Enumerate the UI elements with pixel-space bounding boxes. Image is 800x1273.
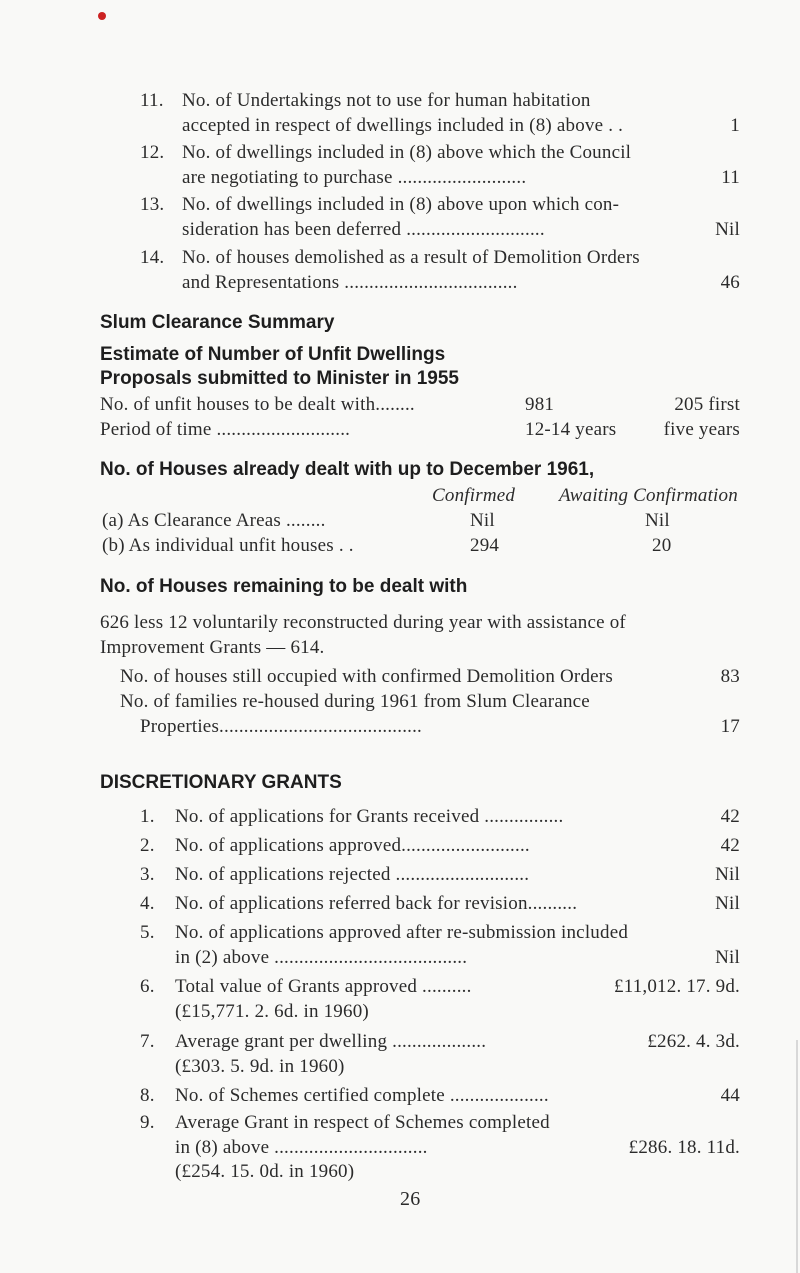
item-12-number: 12. — [140, 142, 165, 163]
item-13-number: 13. — [140, 194, 165, 215]
remaining-paragraph-line2: Improvement Grants — 614. — [100, 637, 325, 658]
item-11-line1: No. of Undertakings not to use for human habitation — [182, 90, 591, 111]
grant-item-6-value: £11,012. 17. 9d. — [614, 976, 740, 997]
red-dot-mark — [98, 12, 106, 20]
grant-item-3-value: Nil — [715, 864, 740, 885]
grant-item-7-line1: Average grant per dwelling ................... — [175, 1031, 487, 1052]
already-dealt-heading: No. of Houses already dealt with up to December 1961, — [100, 459, 595, 480]
rehoused-line1: No. of families re-housed during 1961 from Slum Clearance — [120, 691, 590, 712]
clearance-areas-awaiting: Nil — [645, 510, 670, 531]
grant-item-5-value: Nil — [715, 947, 740, 968]
period-label: Period of time ........................... — [100, 419, 351, 440]
unfit-houses-value: 981 — [525, 394, 555, 415]
grant-item-1-text: No. of applications for Grants received ................ — [175, 806, 564, 827]
grant-item-4-number: 4. — [140, 893, 155, 914]
item-11-value: 1 — [730, 115, 740, 136]
grant-item-9-line1: Average Grant in respect of Schemes completed — [175, 1112, 550, 1133]
grant-item-5-number: 5. — [140, 922, 155, 943]
grant-item-7-line2: (£303. 5. 9d. in 1960) — [175, 1056, 345, 1077]
grant-item-6-line2: (£15,771. 2. 6d. in 1960) — [175, 1001, 369, 1022]
grant-item-4-text: No. of applications referred back for revision.......... — [175, 893, 578, 914]
grant-item-9-value: £286. 18. 11d. — [628, 1137, 740, 1158]
grant-item-5-line2: in (2) above ....................................... — [175, 947, 468, 968]
still-occupied-label: No. of houses still occupied with confirmed Demolition Orders — [120, 666, 613, 687]
grant-item-4-value: Nil — [715, 893, 740, 914]
individual-houses-confirmed: 294 — [470, 535, 500, 556]
item-14-line1: No. of houses demolished as a result of Demolition Orders — [182, 247, 640, 268]
grant-item-6-line1: Total value of Grants approved .......... — [175, 976, 472, 997]
grant-item-1-value: 42 — [720, 806, 740, 827]
item-12-value: 11 — [721, 167, 740, 188]
unfit-houses-label: No. of unfit houses to be dealt with........ — [100, 394, 415, 415]
discretionary-grants-title: DISCRETIONARY GRANTS — [100, 772, 342, 793]
grant-item-9-line3: (£254. 15. 0d. in 1960) — [175, 1161, 355, 1182]
rehoused-line2: Properties......................................... — [140, 716, 422, 737]
item-13-value: Nil — [715, 219, 740, 240]
grant-item-3-number: 3. — [140, 864, 155, 885]
estimate-heading-line1: Estimate of Number of Unfit Dwellings — [100, 344, 446, 365]
remaining-heading: No. of Houses remaining to be dealt with — [100, 576, 468, 597]
item-12-line1: No. of dwellings included in (8) above which the Council — [182, 142, 632, 163]
period-value: 12-14 years — [525, 419, 617, 440]
item-14-value: 46 — [720, 272, 740, 293]
period-five-years: five years — [663, 419, 740, 440]
item-13-line1: No. of dwellings included in (8) above upon which con- — [182, 194, 620, 215]
awaiting-column-header: Awaiting Confirmation — [559, 485, 738, 506]
grant-item-8-text: No. of Schemes certified complete .................... — [175, 1085, 549, 1106]
grant-item-9-line2: in (8) above ............................... — [175, 1137, 428, 1158]
grant-item-5-line1: No. of applications approved after re-submission included — [175, 922, 629, 943]
still-occupied-value: 83 — [720, 666, 740, 687]
remaining-paragraph-line1: 626 less 12 voluntarily reconstructed during year with assistance of — [100, 612, 626, 633]
item-14-number: 14. — [140, 247, 165, 268]
confirmed-column-header: Confirmed — [432, 485, 516, 506]
grant-item-3-text: No. of applications rejected ........................... — [175, 864, 530, 885]
grant-item-8-number: 8. — [140, 1085, 155, 1106]
item-13-line2: sideration has been deferred ............................ — [182, 219, 545, 240]
item-11-line2: accepted in respect of dwellings included in (8) above . . — [182, 115, 624, 136]
estimate-heading-line2: Proposals submitted to Minister in 1955 — [100, 368, 459, 389]
grant-item-7-value: £262. 4. 3d. — [647, 1031, 740, 1052]
grant-item-9-number: 9. — [140, 1112, 155, 1133]
unfit-houses-first: 205 first — [674, 394, 740, 415]
grant-item-8-value: 44 — [720, 1085, 740, 1106]
grant-item-2-text: No. of applications approved.......................... — [175, 835, 530, 856]
page-number: 26 — [400, 1188, 421, 1210]
grant-item-2-number: 2. — [140, 835, 155, 856]
grant-item-2-value: 42 — [720, 835, 740, 856]
rehoused-value: 17 — [720, 716, 740, 737]
grant-item-1-number: 1. — [140, 806, 155, 827]
grant-item-7-number: 7. — [140, 1031, 155, 1052]
item-12-line2: are negotiating to purchase .......................... — [182, 167, 527, 188]
grant-item-6-number: 6. — [140, 976, 155, 997]
individual-houses-awaiting: 20 — [652, 535, 672, 556]
clearance-areas-label: (a) As Clearance Areas ........ — [102, 510, 326, 531]
clearance-areas-confirmed: Nil — [470, 510, 495, 531]
slum-clearance-title: Slum Clearance Summary — [100, 312, 335, 333]
item-14-line2: and Representations ................................... — [182, 272, 518, 293]
item-11-number: 11. — [140, 90, 164, 111]
page-edge-line — [796, 1040, 798, 1273]
individual-houses-label: (b) As individual unfit houses . . — [102, 535, 354, 556]
